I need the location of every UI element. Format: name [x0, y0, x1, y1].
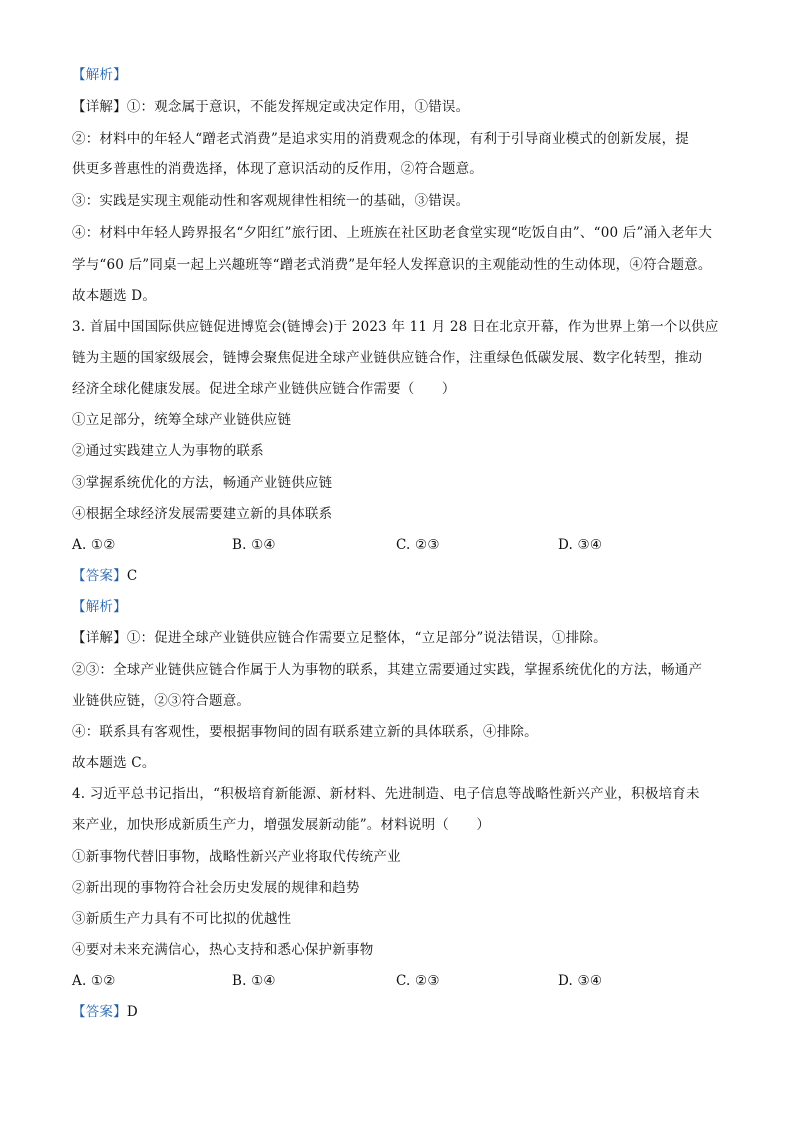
- detail-tag: 【详解】: [72, 99, 127, 115]
- detail-tag: 【详解】: [72, 630, 127, 646]
- q3-stem-line-1: 3. 首届中国国际供应链促进博览会(链博会)于 2023 年 11 月 28 日在北京开幕，作为世界上第一个以供应: [72, 319, 719, 335]
- q3-detail-line-4: ④：联系具有客观性，要根据事物间的固有联系建立新的具体联系，④排除。: [72, 724, 538, 740]
- answer-tag: 【答案】: [72, 568, 127, 584]
- detail-line-2: ②：材料中的年轻人“蹭老式消费”是追求实用的消费观念的体现，有利于引导商业模式的创新发展，提: [72, 131, 690, 147]
- detail-line-6: 学与“60 后”同桌一起上兴趣班等“蹭老式消费”是年轻人发挥意识的主观能动性的生动体现，④符合题意。: [72, 257, 712, 273]
- q3-conclusion-line: 故本题选 C。: [72, 755, 156, 771]
- detail-text: ①：观念属于意识，不能发挥规定或决定作用，①错误。: [126, 99, 470, 115]
- conclusion-line: 故本题选 D。: [72, 288, 157, 304]
- option-b: B. ①④: [232, 537, 276, 553]
- detail-line-5: ④：材料中年轻人跨界报名“夕阳红”旅行团、上班族在社区助老食堂实现“吃饭自由”、“00 后”涌入老年大: [72, 225, 713, 241]
- answer-tag: 【答案】: [72, 1004, 127, 1020]
- q4-answer: [72, 1003, 732, 1021]
- q3-detail-line-2: ②③：全球产业链供应链合作属于人为事物的联系，其建立需要通过实践，掌握系统优化的方法，畅通产: [72, 662, 703, 678]
- q3-statement-4: ④根据全球经济发展需要建立新的具体联系: [72, 506, 333, 522]
- analysis-tag: 【解析】: [72, 67, 127, 83]
- q4-stem-line-1: 4. 习近平总书记指出，“积极培育新能源、新材料、先进制造、电子信息等战略性新兴产业，积极培育未: [72, 786, 700, 802]
- q3-stem-line-2: 链为主题的国家级展会，链博会聚焦促进全球产业链供应链合作，注重绿色低碳发展、数字化转型，推动: [72, 350, 703, 366]
- option-c: C. ②③: [396, 537, 440, 553]
- q3-statement-1: ①立足部分，统筹全球产业链供应链: [72, 412, 292, 428]
- q3-detail-line-1: [72, 629, 732, 647]
- analysis-tag: 【解析】: [72, 599, 127, 615]
- option-a: A. ①②: [72, 537, 116, 553]
- option-d: D. ③④: [558, 537, 603, 553]
- option-b: B. ①④: [232, 973, 276, 989]
- detail-line-4: ③：实践是实现主观能动性和客观规律性相统一的基础，③错误。: [72, 193, 470, 209]
- answer-value: C: [126, 568, 138, 584]
- detail-text: ①：促进全球产业链供应链合作需要立足整体，“立足部分”说法错误，①排除。: [126, 630, 607, 646]
- q3-analysis-heading: [72, 598, 732, 616]
- q3-answer: [72, 567, 732, 585]
- detail-line-3: 供更多普惠性的消费选择，体现了意识活动的反作用，②符合题意。: [72, 161, 483, 177]
- answer-value: D: [126, 1004, 138, 1020]
- option-d: D. ③④: [558, 973, 603, 989]
- q3-statement-3: ③掌握系统优化的方法，畅通产业链供应链: [72, 475, 333, 491]
- option-a: A. ①②: [72, 973, 116, 989]
- option-c: C. ②③: [396, 973, 440, 989]
- q3-statement-2: ②通过实践建立人为事物的联系: [72, 443, 264, 459]
- q3-stem-line-3: 经济全球化健康发展。促进全球产业链供应链合作需要（ ）: [72, 381, 456, 397]
- detail-line-1: [72, 98, 732, 116]
- q4-statement-2: ②新出现的事物符合社会历史发展的规律和趋势: [72, 880, 360, 896]
- q4-statement-1: ①新事物代替旧事物，战略性新兴产业将取代传统产业: [72, 849, 401, 865]
- analysis-heading: [72, 66, 732, 84]
- q3-detail-line-3: 业链供应链，②③符合题意。: [72, 693, 251, 709]
- q4-statement-4: ④要对未来充满信心，热心支持和悉心保护新事物: [72, 942, 374, 958]
- q4-statement-3: ③新质生产力具有不可比拟的优越性: [72, 911, 292, 927]
- q4-stem-line-2: 来产业，加快形成新质生产力，增强发展新动能”。材料说明（ ）: [72, 817, 491, 833]
